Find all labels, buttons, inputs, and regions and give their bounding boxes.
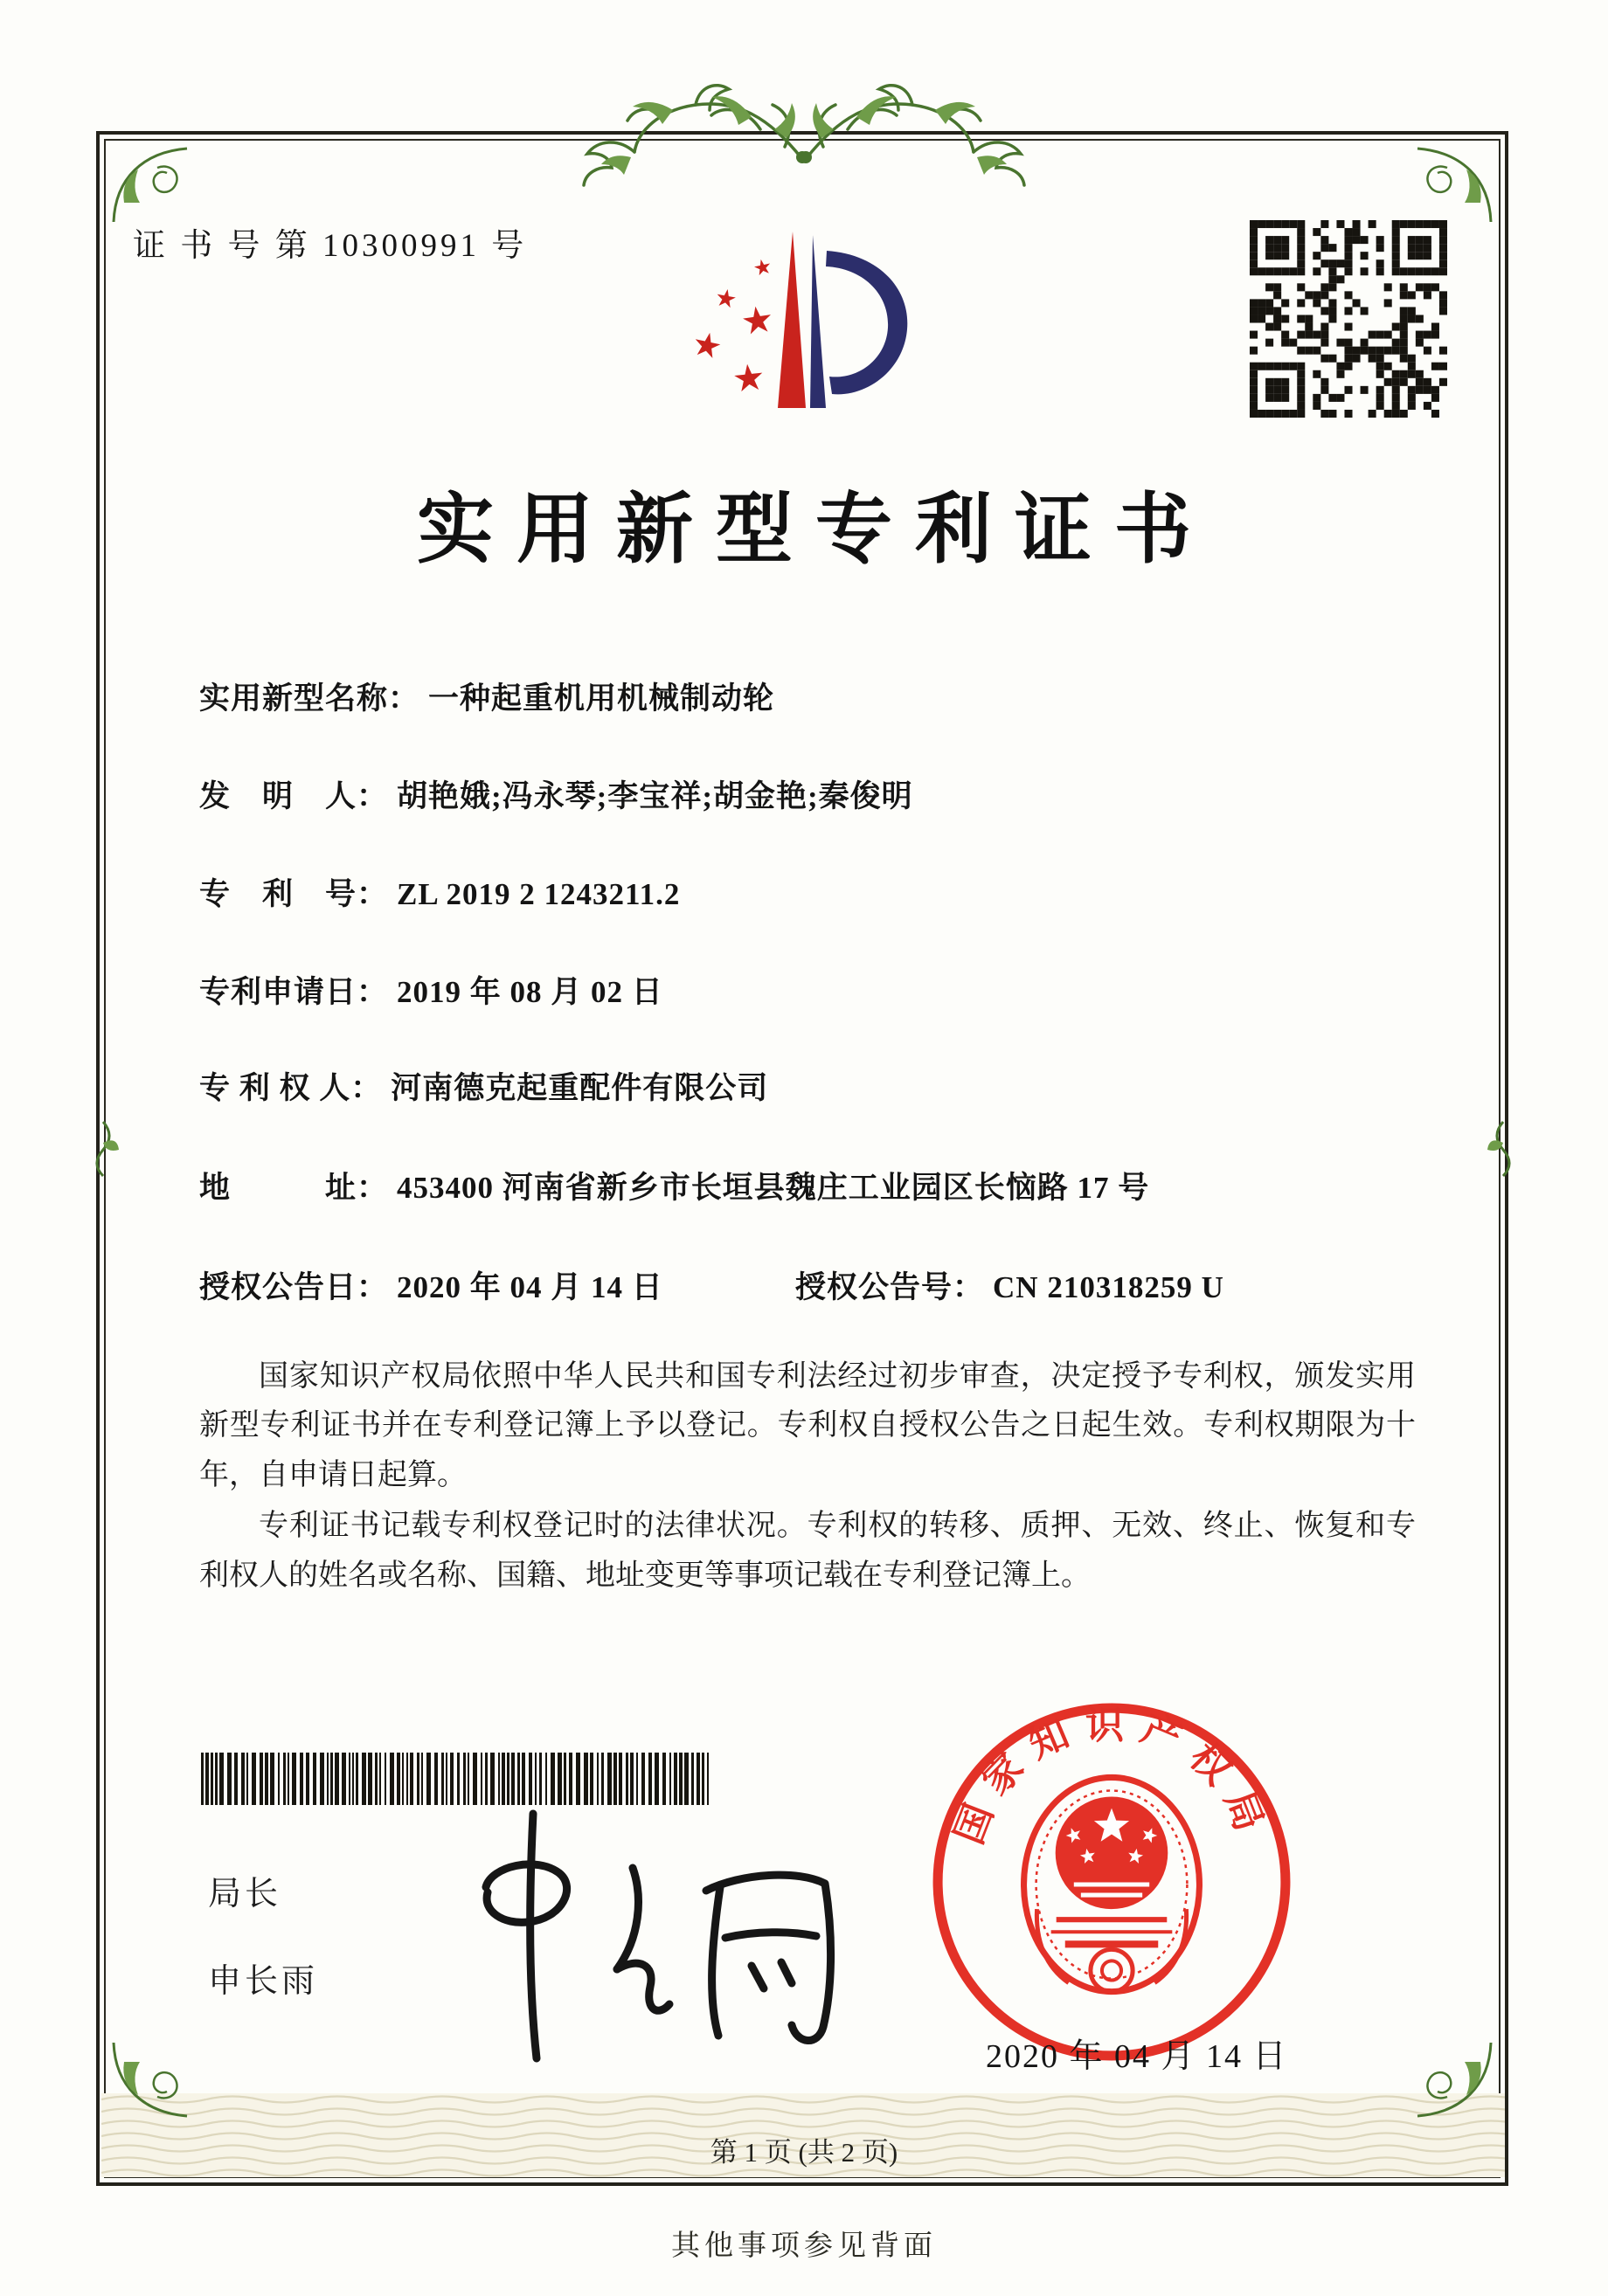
field-label: 发 明 人： [199, 779, 389, 813]
logo-star-icon: ★ [751, 255, 774, 281]
certificate-title: 实用新型专利证书 [416, 488, 1214, 573]
page-number: 第 1 页 (共 2 页) [710, 2137, 898, 2168]
official-seal [923, 1693, 1300, 2071]
field-value: CN 210318259 U [993, 1270, 1224, 1304]
field-label: 授权公告日： [199, 1270, 389, 1304]
certificate-number: 证 书 号 第 10300991 号 [133, 228, 528, 264]
field-row-patent-number [199, 870, 1423, 914]
field-row-name [199, 674, 1423, 718]
field-pair-grant-number [795, 1263, 1224, 1307]
field-value: 河南德克起重配件有限公司 [391, 1071, 769, 1105]
field-row-address [199, 1164, 1423, 1207]
field-value: 2019 年 08 月 02 日 [397, 975, 663, 1009]
legal-text [199, 1352, 1416, 1602]
ornament-corner-bottom-left [107, 2036, 194, 2123]
qr-code [1250, 220, 1447, 418]
logo-p-mark [673, 214, 935, 424]
field-row-inventors [199, 772, 1423, 816]
director-name: 申长雨 [208, 1963, 319, 2000]
field-label: 专 利 权 人： [199, 1071, 383, 1105]
field-label: 地 址： [199, 1171, 389, 1205]
director-title: 局长 [208, 1876, 282, 1912]
barcode [201, 1753, 715, 1805]
field-value: 2020 年 04 月 14 日 [397, 1270, 663, 1304]
field-row-patentee [199, 1064, 1423, 1108]
seal-date: 2020 年 04 月 14 日 [986, 2038, 1288, 2075]
logo-star-icon: ★ [689, 324, 726, 368]
director-signature [430, 1805, 849, 2067]
ornament-left-edge [86, 1118, 121, 1179]
field-row-grant [199, 1263, 1423, 1307]
logo-star-icon: ★ [712, 284, 739, 315]
ornament-top-dragons [559, 54, 1049, 203]
logo-star-icon: ★ [738, 299, 777, 344]
ornament-right-edge [1486, 1118, 1521, 1179]
body-paragraph-2: 专利证书记载专利权登记时的法律状况。专利权的转移、质押、无效、终止、恢复和专利权人的姓名或名称、国籍、地址变更等事项记载在专利登记簿上。 [199, 1510, 1416, 1592]
field-value: ZL 2019 2 1243211.2 [397, 877, 681, 911]
seal-ring-text: 国家知识产权局 [947, 1704, 1276, 1850]
field-row-filing-date [199, 968, 1423, 1012]
field-label: 专 利 号： [199, 877, 389, 911]
logo-star-icon: ★ [730, 357, 767, 401]
field-value: 胡艳娥;冯永琴;李宝祥;胡金艳;秦俊明 [397, 779, 913, 813]
ornament-corner-top-right [1410, 142, 1498, 229]
field-label: 实用新型名称： [199, 681, 420, 716]
national-emblem-icon [1024, 1777, 1200, 1991]
field-label: 授权公告号： [795, 1270, 985, 1304]
back-note: 其他事项参见背面 [671, 2230, 937, 2262]
ornament-corner-top-left [107, 142, 194, 229]
field-label: 专利申请日： [199, 975, 389, 1009]
ornament-corner-bottom-right [1410, 2036, 1498, 2123]
field-value: 453400 河南省新乡市长垣县魏庄工业园区长恼路 17 号 [397, 1171, 1150, 1205]
cnipa-logo-icon [673, 214, 935, 424]
body-paragraph-1: 国家知识产权局依照中华人民共和国专利法经过初步审查，决定授予专利权，颁发实用新型专利证书并在专利登记簿上予以登记。专利权自授权公告之日起生效。专利权期限为十年，自申请日起算。 [199, 1360, 1416, 1491]
field-value: 一种起重机用机械制动轮 [428, 681, 775, 716]
